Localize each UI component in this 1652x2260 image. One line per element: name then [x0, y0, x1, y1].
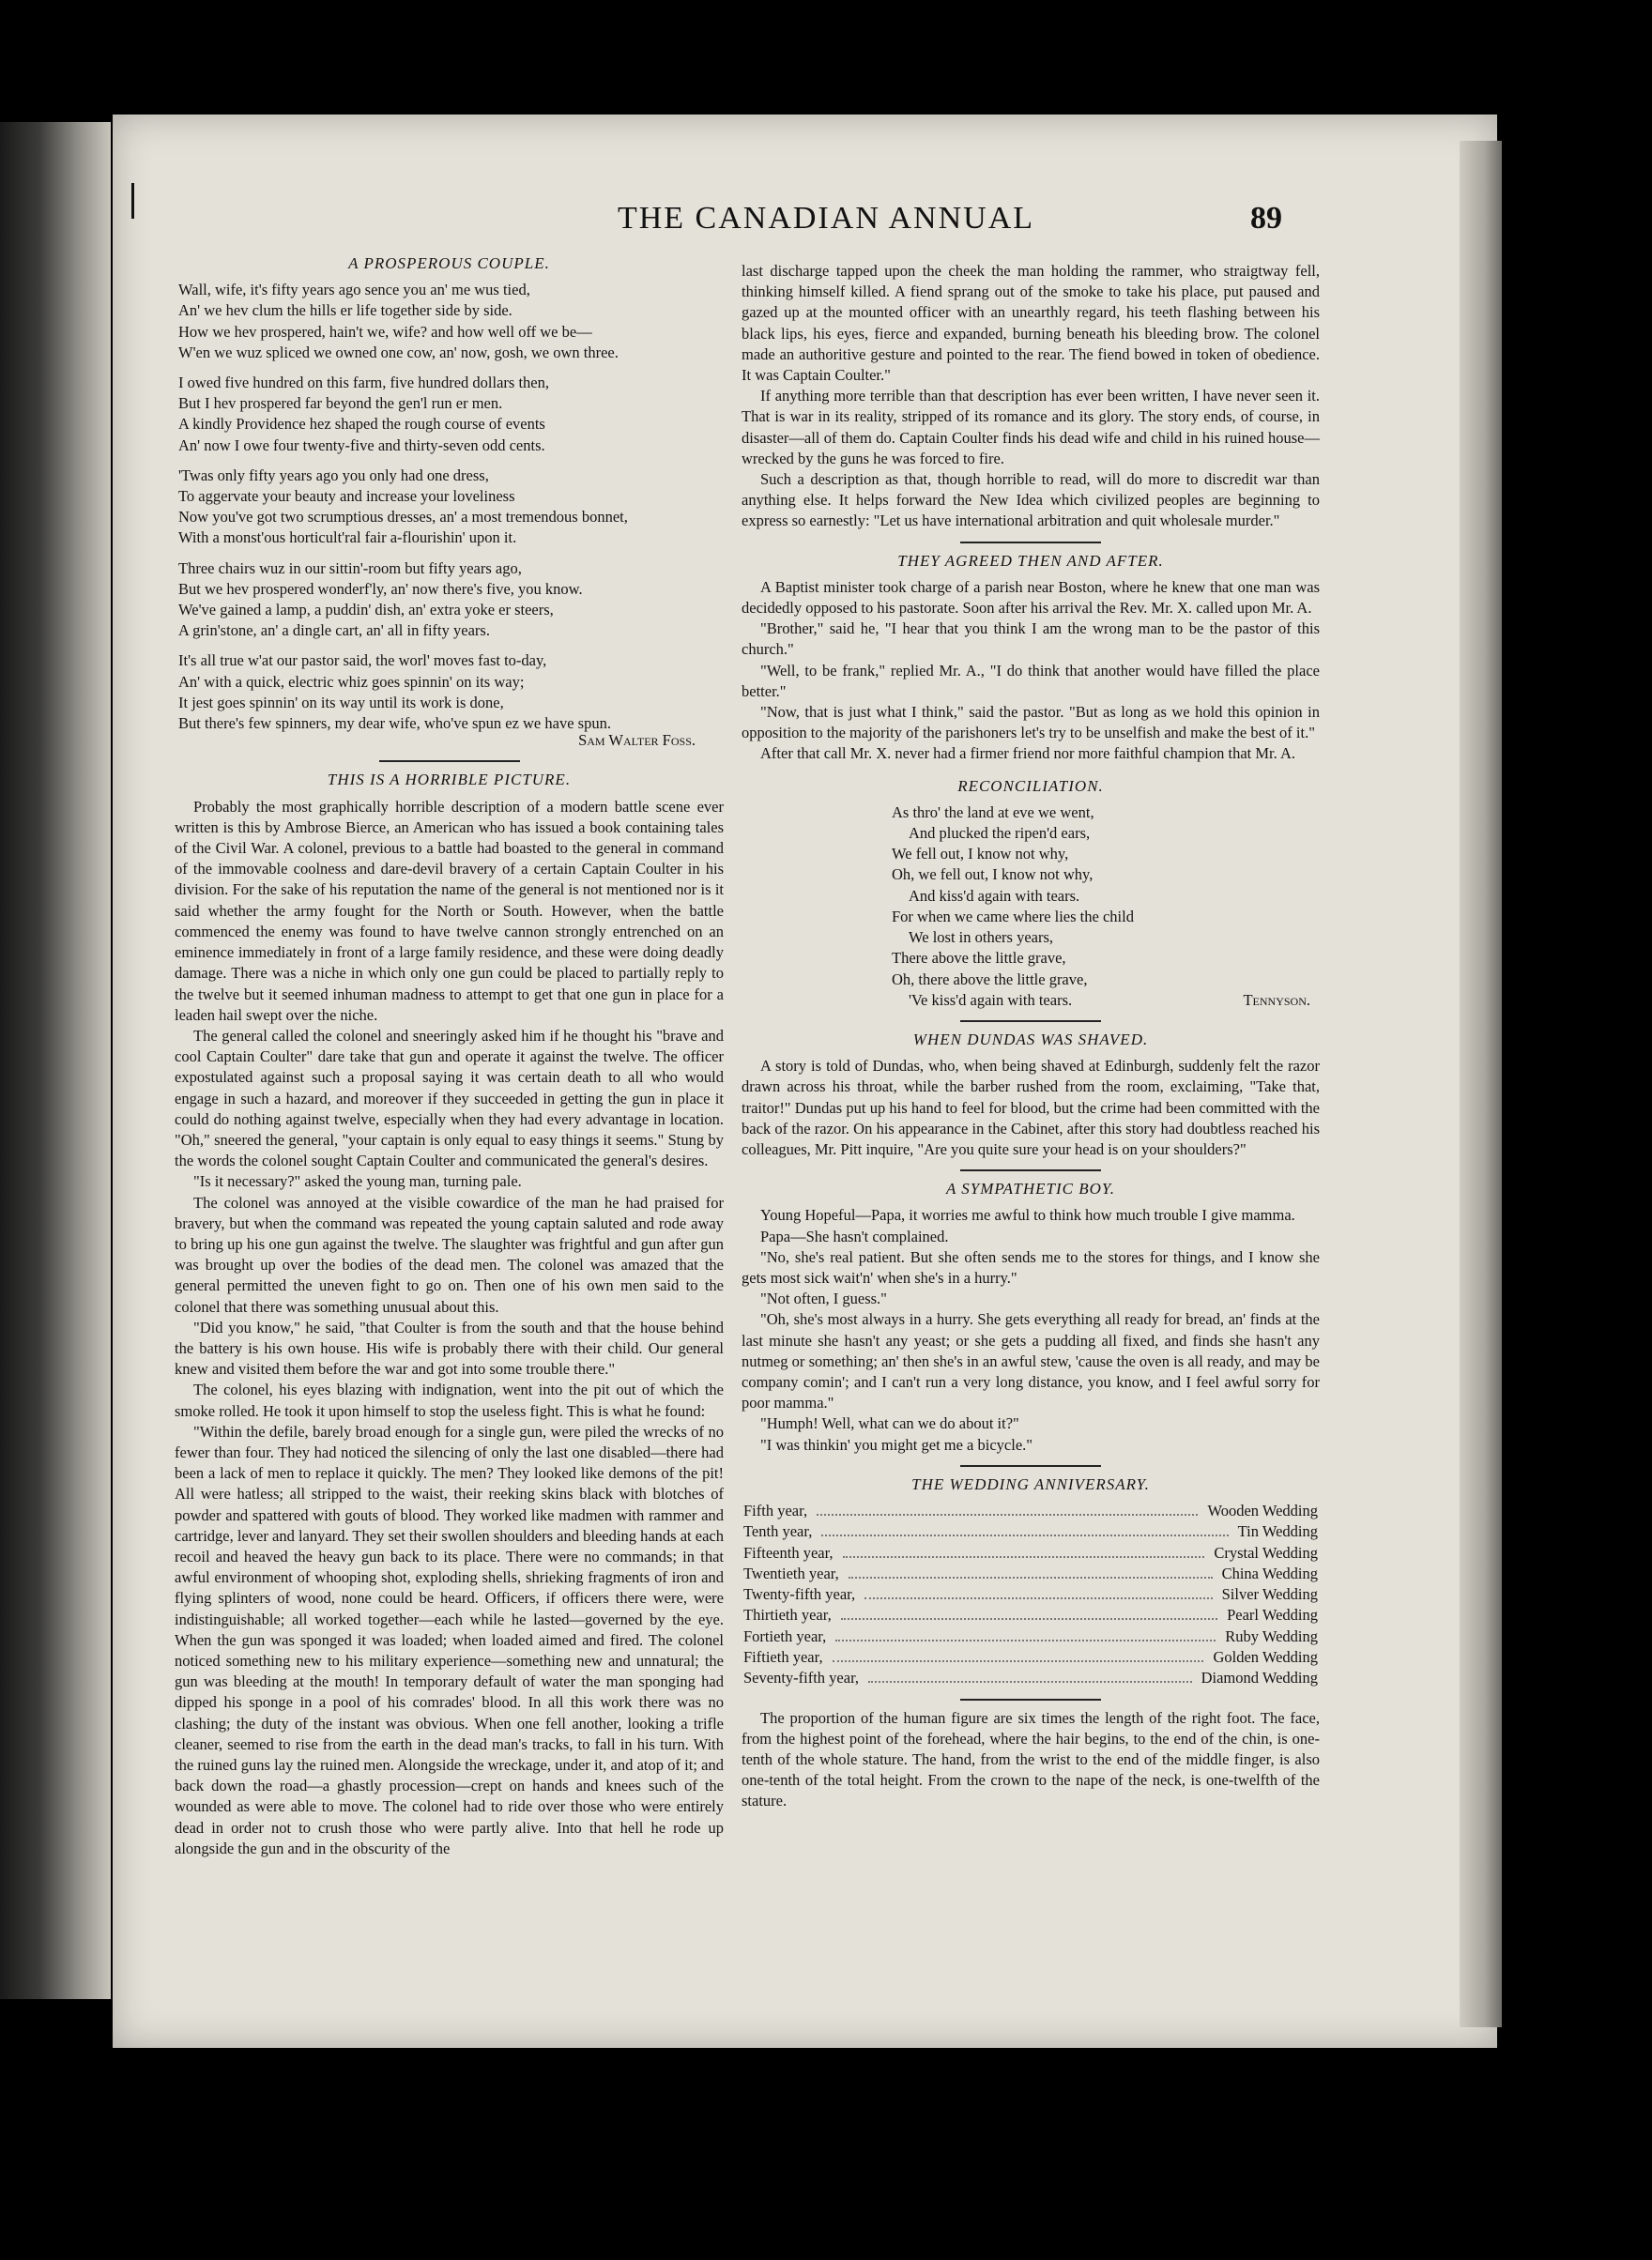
section-divider	[960, 1465, 1101, 1467]
poem-line: And plucked the ripen'd ears,	[909, 824, 1091, 843]
poem-line: 'Ve kiss'd again with tears.	[909, 990, 1073, 1009]
poem-line: It jest goes spinnin' on its way until its work is done,	[178, 693, 504, 711]
anniversary-year: Tenth year,	[743, 1522, 813, 1541]
anniversary-row	[743, 1501, 1318, 1521]
poem-line: We lost in others years,	[909, 928, 1054, 947]
article-proportion	[742, 1708, 1320, 1812]
poem-author: Sam Walter Foss.	[578, 731, 696, 750]
poem-line: We've gained a lamp, a puddin' dish, an' extra yoke er steers,	[178, 601, 554, 619]
section-title-horrible-picture: THIS IS A HORRIBLE PICTURE.	[327, 771, 572, 789]
anniversary-row	[743, 1543, 1318, 1564]
poem-line: An' now I owe four twenty-five and thirty-seven odd cents.	[178, 435, 545, 454]
poem-line: Oh, we fell out, I know not why,	[892, 865, 1094, 884]
article-horrible-picture	[175, 797, 724, 1859]
section-title-reconciliation: RECONCILIATION.	[957, 776, 1104, 795]
anniversary-name: Golden Wedding	[1213, 1648, 1318, 1667]
poem-stanza	[178, 466, 724, 549]
anniversary-year: Fifteenth year,	[743, 1543, 834, 1562]
poem-line: Wall, wife, it's fifty years ago sence you an' me wus tied,	[178, 281, 530, 299]
leader-dots	[835, 1640, 1216, 1642]
section-title-agreed: THEY AGREED THEN AND AFTER.	[897, 551, 1164, 570]
leader-dots	[841, 1618, 1217, 1620]
paragraph: Probably the most graphically horrible description of a modern battle scene ever written is this by Ambrose Bierce, an American who has issued a book containing tales of the Civil War. A colonel, previous to a battle had boasted to the general in command of the immovable coolness and dare-devil bravery of a certain Captain Coulter in his division. For the sake of his reputation the name of the general is not mentioned nor is it said whether the army fought for the North or South. However, when the battle commenced the enemy was found to have twelve cannon strongly entrenched on an eminence immediately in front of a large family residence, and these were doing deadly damage. There was a niche in which only one gun could be placed to partially reply to the twelve but it seemed inhuman madness to attempt to get that one gun in place for a leaden hail swept over the niche.	[175, 797, 724, 1024]
anniversary-row	[743, 1584, 1318, 1605]
paragraph: The colonel was annoyed at the visible cowardice of the man he had praised for bravery, but when the command was repeated the young captain saluted and rode away to bring up his one gun against the twelve. The slaughter was frightful and gun after gun was brought up over the bodies of the dead men. The colonel was amazed that the general permitted the uneven fight to go on. Then one of his own men said to the colonel that there was something unusual about this.	[175, 1193, 724, 1316]
section-divider	[379, 760, 520, 762]
poem-author: Tennyson.	[1243, 990, 1310, 1009]
anniversary-year: Seventy-fifth year,	[743, 1669, 860, 1687]
poem-last-line	[892, 990, 1320, 1011]
section-title-dundas: WHEN DUNDAS WAS SHAVED.	[912, 1030, 1149, 1048]
section-divider	[960, 1169, 1101, 1171]
poem-line: Now you've got two scrumptious dresses, an' a most tremendous bonnet,	[178, 508, 628, 527]
anniversary-year: Fifth year,	[743, 1501, 808, 1519]
poem-line: There above the little grave,	[892, 949, 1066, 968]
poem-line: And kiss'd again with tears.	[909, 886, 1080, 905]
anniversary-row	[743, 1521, 1318, 1542]
poem-line: To aggervate your beauty and increase your loveliness	[178, 487, 515, 506]
leader-dots	[843, 1556, 1205, 1558]
article-agreed	[742, 577, 1320, 765]
section-divider	[960, 1020, 1101, 1022]
article-sympathetic-boy	[742, 1205, 1320, 1455]
anniversary-year: Twentieth year,	[743, 1564, 839, 1582]
page-right-edge	[1460, 141, 1502, 2027]
leader-dots	[833, 1660, 1204, 1662]
poem-line: But I hev prospered far beyond the gen'l run er men.	[178, 394, 503, 413]
anniversary-name: Pearl Wedding	[1227, 1606, 1318, 1625]
anniversary-name: Silver Wedding	[1221, 1585, 1318, 1604]
paragraph: Papa—She hasn't complained.	[760, 1227, 949, 1245]
paragraph: "Brother," said he, "I hear that you think I am the wrong man to be the pastor of this church."	[742, 619, 1320, 659]
page-number: 89	[1250, 201, 1282, 236]
paragraph: If anything more terrible than that description has ever been written, I have never seen it. That is war in its reality, stripped of its romance and its glory. The story ends, of course, in disaster—all of them do. Captain Coulter finds his dead wife and child in his ruined house—wrecked by the guns he was forced to fire.	[742, 387, 1320, 467]
anniversary-name: Ruby Wedding	[1225, 1626, 1318, 1645]
poem-line: A kindly Providence hez shaped the rough course of events	[178, 415, 545, 434]
leader-dots	[821, 1535, 1228, 1536]
paragraph: last discharge tapped upon the cheek the man holding the rammer, who straigtway fell, thinking himself killed. A fiend sprang out of the smoke to take his place, put paused and gazed up at the mounted officer with an unearthly regard, his teeth flashing between his black lips, his eyes, fierce and expanded, burning beneath his bleeding brow. The colonel made an authoritive gesture and pointed to the rear. The fiend bowed in token of obedience. It was Captain Coulter."	[742, 262, 1320, 385]
paragraph: "No, she's real patient. But she often sends me to the stores for things, and I know she gets most sick wait'n' when she's in a hurry."	[742, 1247, 1320, 1287]
poem-line: We fell out, I know not why,	[892, 845, 1069, 863]
poem-line: With a monst'ous horticult'ral fair a-flourishin' upon it.	[178, 528, 517, 547]
poem-line: For when we came where lies the child	[892, 907, 1134, 925]
poem-line: Three chairs wuz in our sittin'-room but fifty years ago,	[178, 558, 522, 577]
anniversary-year: Fiftieth year,	[743, 1648, 823, 1667]
paragraph: After that call Mr. X. never had a firmer friend nor more faithful champion that Mr. A.	[760, 744, 1295, 763]
paragraph: "Is it necessary?" asked the young man, turning pale.	[193, 1172, 522, 1191]
facing-page-edge	[0, 122, 111, 1999]
paragraph: The general called the colonel and sneeringly asked him if he thought his "brave and cool Captain Coulter" dare take that gun and operate it against the twelve. The officer expostulated against such a proposal saying it was certain death to all who would engage in such a hazard, and moreover if they succeeded in getting the gun in place it could do nothing against twelve, especially when they had every advantage in location. "Oh," sneered the general, "your captain is only equal to easy things it seems." Stung by the words the colonel sought Captain Coulter and communicated the general's desires.	[175, 1026, 724, 1170]
poem-line: As thro' the land at eve we went,	[892, 802, 1094, 821]
leader-dots	[864, 1597, 1212, 1599]
section-title-anniversary: THE WEDDING ANNIVERSARY.	[911, 1474, 1150, 1493]
anniversary-row	[743, 1605, 1318, 1626]
anniversary-table	[742, 1501, 1320, 1689]
paragraph: "Well, to be frank," replied Mr. A., "I do think that another would have filled the place better."	[742, 661, 1320, 700]
leader-dots	[849, 1577, 1213, 1579]
section-divider	[960, 1699, 1101, 1701]
poem-stanza	[178, 650, 724, 734]
leader-dots	[817, 1514, 1198, 1516]
paragraph: "Not often, I guess."	[760, 1290, 887, 1308]
right-column	[742, 261, 1320, 1812]
anniversary-name: Tin Wedding	[1237, 1522, 1318, 1541]
anniversary-year: Twenty-fifth year,	[743, 1585, 856, 1604]
section-title-sympathetic-boy: A SYMPATHETIC BOY.	[945, 1180, 1115, 1199]
poem-line: But there's few spinners, my dear wife, who've spun ez we have spun.	[178, 714, 611, 733]
paragraph: The colonel, his eyes blazing with indignation, went into the pit out of which the smoke rolled. He took it upon himself to stop the useless fight. This is what he found:	[175, 1381, 724, 1420]
paragraph: "Within the defile, barely broad enough for a single gun, were piled the wrecks of no fewer than four. They had noticed the silencing of only the last one disabled—there had been a lack of men to replace it quickly. The men? They looked like demons of the pit! All were hatless; all stripped to the waist, their reeking skins black with blotches of powder and spattered with gouts of blood. They worked like madmen with rammer and cartridge, lever and lanyard. They set their swollen shoulders and bleeding hands at each recoil and heaved the heavy gun back to its place. There were no commands; in that awful environment of whooping shot, exploding shells, shrieking fragments of iron and flying splinters of wood, none could be heard. Officers, if officers there were, were indistinguishable; all worked together—each while he lasted—governed by the eye. When the gun was sponged it was loaded; when loaded aimed and fired. The colonel noticed something new to his military experience—something new and unnatural; the gun was bleeding at the mouth! In temporary default of water the man sponging had dipped his sponge in a pool of his comrades' blood. In all this work there was no clashing; the duty of the instant was obvious. When one fell another, looking a trifle cleaner, seemed to rise from the earth in the dead man's tracks, to fall in his turn. With the ruined guns lay the ruined men. Alongside the wreckage, under it, and atop of it; and back down the road—a ghastly procession—crept on hands and knees such of the wounded as were able to move. The colonel had to ride over those who were entirely dead in order not to crush those who were partly alive. Into that hell he rode up alongside the gun and in the obscurity of the	[175, 1422, 724, 1857]
paragraph: "Oh, she's most always in a hurry. She gets everything all ready for bread, an' finds at the last minute she hasn't any yeast; or she gets a pudding all fixed, and finds she hasn't any nutmeg or something; an' then she's in an awful stew, 'cause the oven is all ready, and may be company comin'; and I can't run a very long distance, you know, and I feel awful sorry for poor mamma."	[742, 1310, 1320, 1412]
paragraph: "Humph! Well, what can we do about it?"	[760, 1414, 1019, 1433]
poem-line: An' with a quick, electric whiz goes spinnin' on its way;	[178, 672, 525, 691]
leader-dots	[868, 1681, 1192, 1683]
paragraph: A Baptist minister took charge of a parish near Boston, where he knew that one man was decidedly opposed to his pastorate. Soon after his arrival the Rev. Mr. X. called upon Mr. A.	[742, 577, 1320, 618]
running-head: THE CANADIAN ANNUAL	[617, 201, 1035, 236]
anniversary-year: Fortieth year,	[743, 1626, 827, 1645]
poem-line: It's all true w'at our pastor said, the worl' moves fast to-day,	[178, 651, 547, 670]
poem-line: But we hev prospered wonderf'ly, an' now there's five, you know.	[178, 579, 583, 598]
paragraph: "Did you know," he said, "that Coulter is from the south and that the house behind the battery is his own house. His wife is probably there with their child. Our general knew and visited them before the war and got into some trouble there."	[175, 1318, 724, 1379]
anniversary-name: China Wedding	[1221, 1564, 1318, 1582]
anniversary-year: Thirtieth year,	[743, 1606, 832, 1625]
paragraph: "I was thinkin' you might get me a bicycle."	[760, 1435, 1033, 1454]
article-dundas	[742, 1056, 1320, 1160]
section-title-prosperous-couple: A PROSPEROUS COUPLE.	[348, 254, 550, 272]
poem-line: An' we hev clum the hills er life together side by side.	[178, 301, 512, 320]
poem-line: I owed five hundred on this farm, five hundred dollars then,	[178, 374, 549, 392]
section-divider	[960, 542, 1101, 543]
anniversary-row	[743, 1564, 1318, 1584]
paragraph: "Now, that is just what I think," said the pastor. "But as long as we hold this opinion in opposition to the majority of the parishoners let's try to be unselfish and make the best of it."	[742, 703, 1320, 742]
paragraph: Such a description as that, though horrible to read, will do more to discredit war than anything else. It helps forward the New Idea which civilized peoples are beginning to express so earnestly: "Let us have international arbitration and quit wholesale murder."	[742, 470, 1320, 530]
poem-line: How we hev prospered, hain't we, wife? and how well off we be—	[178, 322, 592, 341]
anniversary-row	[743, 1626, 1318, 1647]
paragraph: Young Hopeful—Papa, it worries me awful to think how much trouble I give mamma.	[760, 1206, 1295, 1225]
poem-stanza	[178, 373, 724, 456]
anniversary-name: Wooden Wedding	[1207, 1501, 1318, 1519]
poem-stanza	[178, 280, 724, 363]
anniversary-row	[743, 1668, 1318, 1688]
poem-prosperous-couple	[175, 280, 724, 734]
poem-line: A grin'stone, an' a dingle cart, an' all in fifty years.	[178, 621, 490, 640]
anniversary-name: Diamond Wedding	[1201, 1669, 1318, 1687]
paragraph: A story is told of Dundas, who, when being shaved at Edinburgh, suddenly felt the razor drawn across his throat, while the barber rushed from the room, exclaiming, "Take that, traitor!" Dundas put up his hand to feel for blood, but the crime had been committed with the back of the razor. On his appearance in the Cabinet, after this story had doubtless reached his colleagues, Mr. Pitt inquire, "Are you quite sure your head is on your shoulders?"	[742, 1057, 1320, 1158]
article-horrible-picture-continued	[742, 261, 1320, 532]
poem-lines	[892, 802, 1320, 1011]
left-column	[175, 250, 724, 1859]
anniversary-name: Crystal Wedding	[1214, 1543, 1318, 1562]
paragraph: The proportion of the human figure are six times the length of the right foot. The face, from the highest point of the forehead, where the hair begins, to the end of the chin, is one-tenth of the whole stature. The hand, from the wrist to the end of the middle finger, is also one-tenth of the total height. From the crown to the nape of the neck, is one-twelfth of the stature.	[742, 1708, 1320, 1810]
anniversary-row	[743, 1647, 1318, 1668]
poem-stanza	[178, 558, 724, 642]
poem-reconciliation	[742, 802, 1320, 1011]
poem-line: Oh, there above the little grave,	[892, 970, 1088, 988]
poem-line: 'Twas only fifty years ago you only had one dress,	[178, 466, 489, 484]
poem-line: W'en we wuz spliced we owned one cow, an' now, gosh, we own three.	[178, 343, 619, 361]
